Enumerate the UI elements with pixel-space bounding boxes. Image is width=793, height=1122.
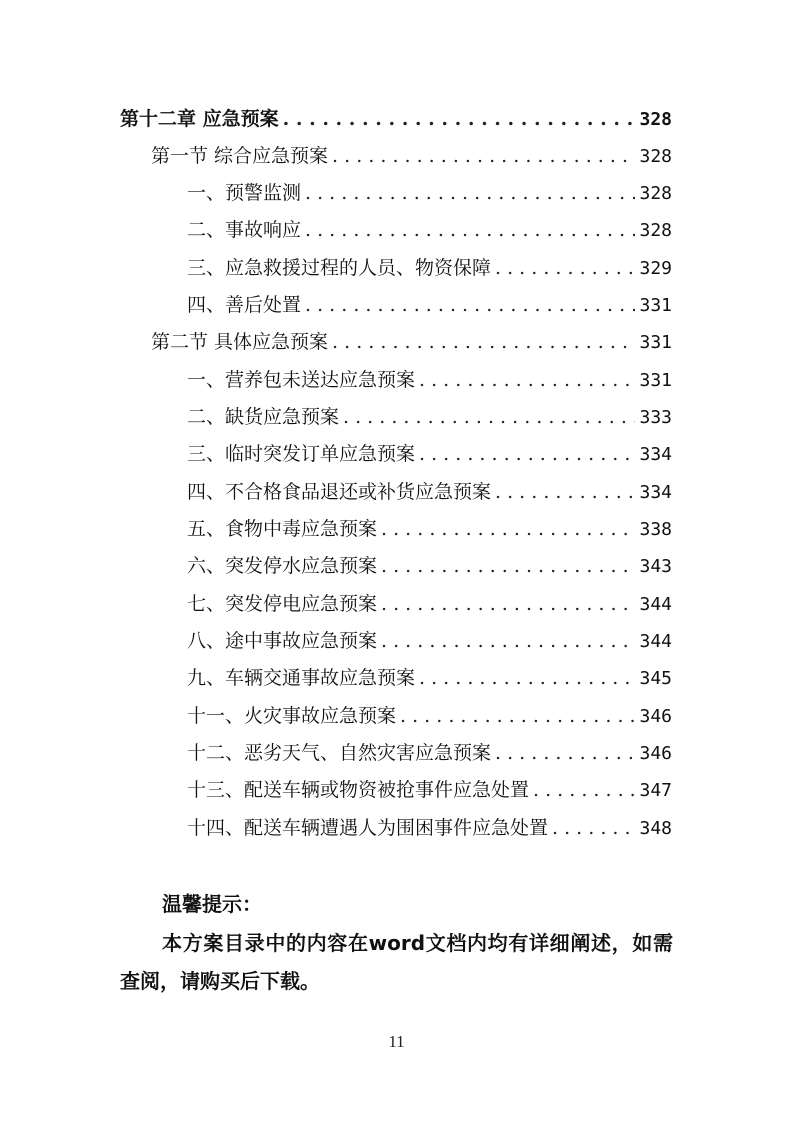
- toc-entry-label: 六、突发停水应急预案: [187, 555, 378, 577]
- toc-entry-item[interactable]: [187, 589, 672, 619]
- toc-entry-page: 345: [639, 668, 672, 689]
- toc-entry-label: 一、预警监测: [187, 182, 302, 204]
- toc-entry-page: 343: [639, 556, 672, 577]
- toc-entry-item[interactable]: [187, 775, 672, 805]
- toc-entry-label: 三、应急救援过程的人员、物资保障: [187, 257, 492, 279]
- toc-leader-dots: [495, 477, 635, 507]
- toc-leader-dots: [332, 141, 635, 171]
- toc-entry-page: 331: [639, 332, 672, 353]
- toc-entry-item[interactable]: [187, 701, 672, 731]
- toc-entry-item[interactable]: [187, 402, 672, 432]
- toc-entry-chapter[interactable]: [120, 104, 672, 134]
- toc-entry-page: 344: [639, 631, 672, 652]
- toc-leader-dots: [400, 701, 635, 731]
- toc-entry-page: 329: [639, 258, 672, 279]
- toc-entry-label: 四、善后处置: [187, 294, 302, 316]
- toc-entry-page: 328: [639, 220, 672, 241]
- toc-leader-dots: [552, 813, 635, 843]
- toc-leader-dots: [343, 402, 635, 432]
- toc-entry-item[interactable]: [187, 215, 672, 245]
- toc-leader-dots: [495, 738, 635, 768]
- toc-entry-label: 一、营养包未送达应急预案: [187, 369, 416, 391]
- toc-leader-dots: [381, 626, 635, 656]
- toc-leader-dots: [533, 775, 635, 805]
- toc-leader-dots: [419, 439, 635, 469]
- toc-entry-item[interactable]: [187, 290, 672, 320]
- toc-entry-page: 344: [639, 594, 672, 615]
- toc-entry-page: 334: [639, 444, 672, 465]
- toc-entry-item[interactable]: [187, 178, 672, 208]
- toc-entry-page: 348: [639, 818, 672, 839]
- toc-entry-label: 第一节 综合应急预案: [151, 145, 329, 167]
- toc-entry-page: 328: [639, 109, 672, 130]
- toc-entry-label: 三、临时突发订单应急预案: [187, 443, 416, 465]
- toc-leader-dots: [381, 514, 635, 544]
- toc-entry-label: 八、途中事故应急预案: [187, 630, 378, 652]
- toc-entry-section[interactable]: [151, 327, 672, 357]
- toc-entry-page: 338: [639, 519, 672, 540]
- toc-entry-label: 九、车辆交通事故应急预案: [187, 667, 416, 689]
- toc-entry-page: 333: [639, 407, 672, 428]
- toc-entry-page: 347: [639, 780, 672, 801]
- toc-entry-item[interactable]: [187, 626, 672, 656]
- toc-leader-dots: [419, 365, 635, 395]
- toc-entry-label: 四、不合格食品退还或补货应急预案: [187, 481, 492, 503]
- toc-entry-label: 十四、配送车辆遭遇人为围困事件应急处置: [187, 817, 549, 839]
- toc-leader-dots: [419, 663, 635, 693]
- toc-entry-page: 328: [639, 183, 672, 204]
- toc-entry-label: 十一、火灾事故应急预案: [187, 705, 397, 727]
- toc-leader-dots: [381, 551, 635, 581]
- toc-entry-page: 331: [639, 370, 672, 391]
- toc-entry-label: 十三、配送车辆或物资被抢事件应急处置: [187, 779, 530, 801]
- toc-entry-section[interactable]: [151, 141, 672, 171]
- toc-entry-page: 346: [639, 706, 672, 727]
- toc-entry-item[interactable]: [187, 439, 672, 469]
- toc-entry-label: 二、缺货应急预案: [187, 406, 340, 428]
- toc-leader-dots: [332, 327, 635, 357]
- toc-entry-label: 第二节 具体应急预案: [151, 331, 329, 353]
- toc-entry-label: 二、事故响应: [187, 219, 302, 241]
- toc-entry-label: 七、突发停电应急预案: [187, 593, 378, 615]
- toc-leader-dots: [381, 589, 635, 619]
- toc-leader-dots: [305, 290, 635, 320]
- toc-entry-item[interactable]: [187, 477, 672, 507]
- toc-entry-page: 346: [639, 743, 672, 764]
- notice-title: 温馨提示：: [162, 892, 262, 916]
- toc-leader-dots: [305, 215, 635, 245]
- notice-body: 本方案目录中的内容在word文档内均有详细阐述，如需查阅，请购买后下载。: [120, 931, 673, 993]
- toc-entry-page: 334: [639, 482, 672, 503]
- toc-entry-item[interactable]: [187, 813, 672, 843]
- toc-entry-item[interactable]: [187, 738, 672, 768]
- toc-entry-page: 331: [639, 295, 672, 316]
- toc-entry-item[interactable]: [187, 365, 672, 395]
- toc-entry-label: 十二、恶劣天气、自然灾害应急预案: [187, 742, 492, 764]
- toc-leader-dots: [283, 104, 636, 134]
- page-number: 11: [388, 1032, 405, 1051]
- toc-entry-item[interactable]: [187, 514, 672, 544]
- toc-entry-page: 328: [639, 146, 672, 167]
- toc-leader-dots: [305, 178, 635, 208]
- toc-entry-label: 五、食物中毒应急预案: [187, 518, 378, 540]
- toc-leader-dots: [495, 253, 635, 283]
- toc-entry-item[interactable]: [187, 551, 672, 581]
- toc-entry-label: 第十二章 应急预案: [120, 108, 279, 130]
- toc-entry-item[interactable]: [187, 663, 672, 693]
- toc-entry-item[interactable]: [187, 253, 672, 283]
